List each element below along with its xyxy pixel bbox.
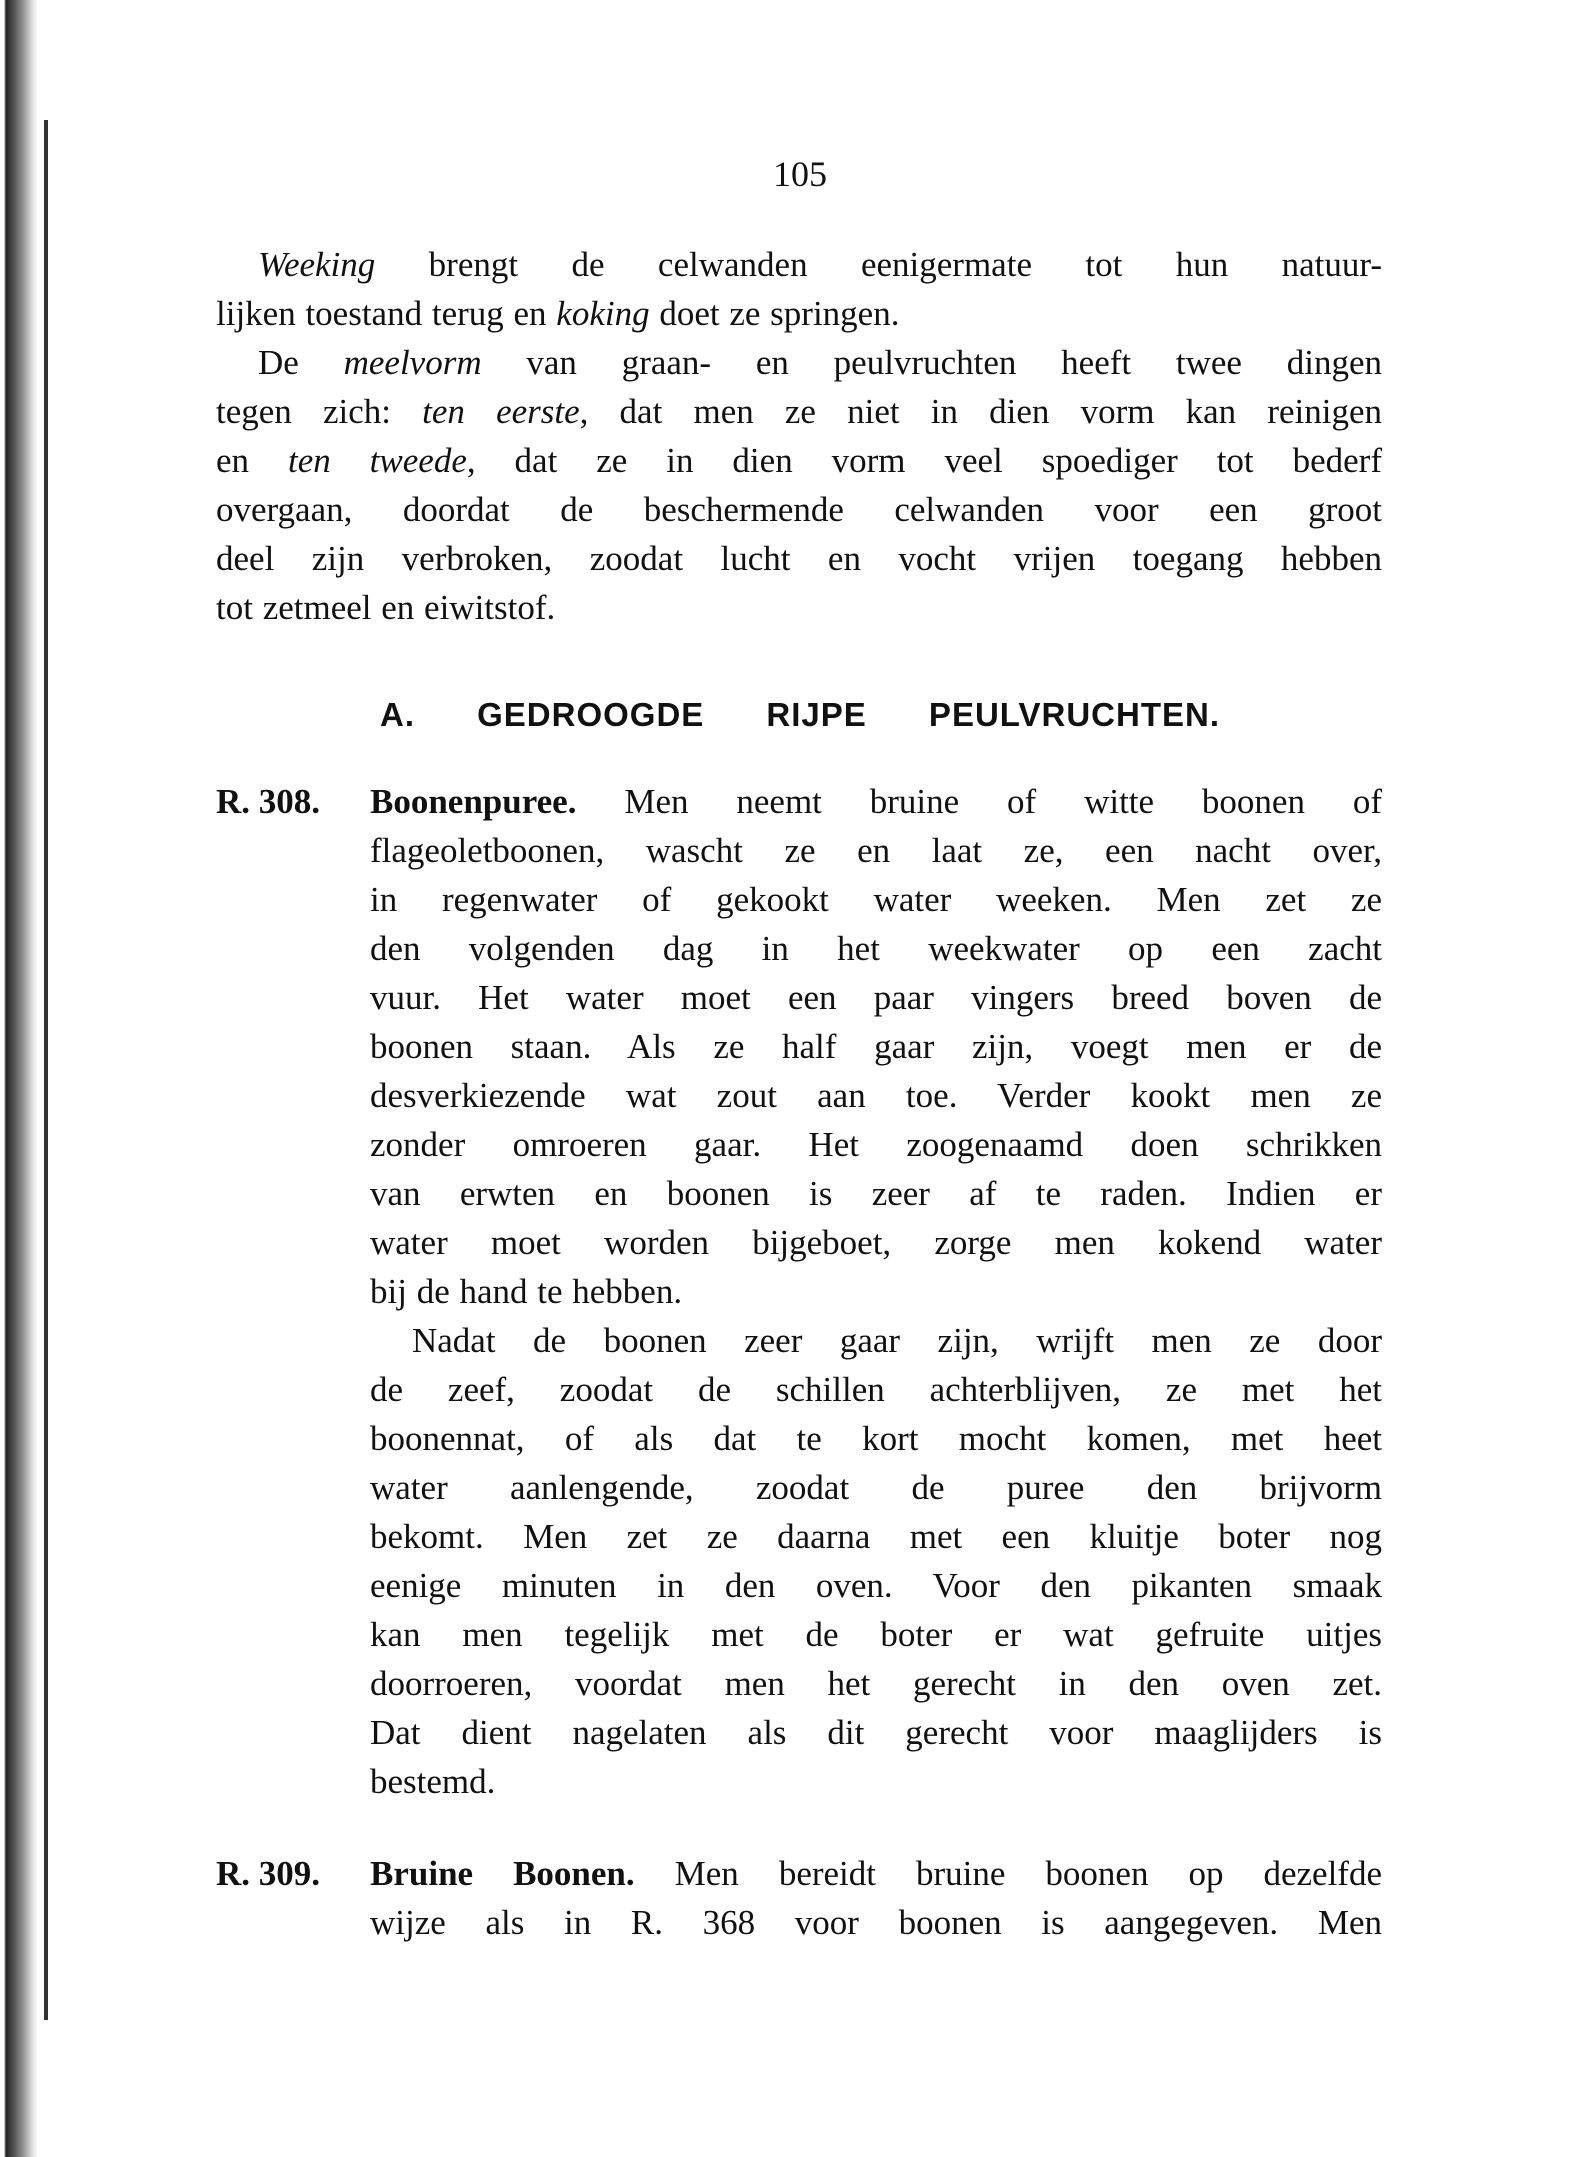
text-line [216, 485, 1382, 534]
text-line [370, 875, 1382, 924]
text-segment: van graan- en peulvruchten heeft twee dingen [481, 343, 1382, 382]
text-segment: , dat men ze niet in dien vorm kan reinigen [579, 392, 1382, 431]
text-line [370, 1561, 1382, 1610]
section-heading: A. GEDROOGDE RIJPE PEULVRUCHTEN. [380, 696, 1220, 733]
text-segment: doorroeren, voordat men het gerecht in den oven zet. [370, 1664, 1382, 1703]
text-line [258, 338, 1382, 387]
text-line [412, 1316, 1382, 1365]
emphasis-text: ten tweede [287, 441, 467, 480]
scanned-binding-line [44, 120, 48, 2020]
recipe-title: Bruine Boonen. [370, 1854, 635, 1893]
emphasis-text: meelvorm [343, 343, 482, 382]
emphasis-text: koking [556, 294, 650, 333]
text-line [370, 1071, 1382, 1120]
emphasis-text: ten eerste [422, 392, 580, 431]
text-segment: zonder omroeren gaar. Het zoogenaamd doen schrikken [370, 1125, 1382, 1164]
text-segment: in regenwater of gekookt water weeken. Men zet ze [370, 880, 1382, 919]
recipe-title: Boonenpuree. [370, 782, 577, 821]
text-segment: Dat dient nagelaten als dit gerecht voor maaglijders is [370, 1713, 1382, 1752]
text-segment: tegen zich: [216, 392, 423, 431]
text-segment: doet ze springen. [649, 294, 900, 333]
text-segment: kan men tegelijk met de boter er wat gefruite uitjes [370, 1615, 1382, 1654]
text-segment: vuur. Het water moet een paar vingers breed boven de [370, 978, 1382, 1017]
text-line [370, 1463, 1382, 1512]
recipe-number: R. 308. [216, 782, 321, 821]
text-segment: water moet worden bijgeboet, zorge men kokend water [370, 1223, 1382, 1262]
text-line [370, 1659, 1382, 1708]
text-line [370, 777, 1382, 826]
text-line [370, 973, 1382, 1022]
scanned-page-edge [0, 0, 38, 2157]
text-line [370, 924, 1382, 973]
text-segment: boonennat, of als dat te kort mocht komen, met heet [370, 1419, 1382, 1458]
text-line [370, 1757, 1382, 1806]
emphasis-text: Weeking [258, 245, 376, 284]
text-line [216, 534, 1382, 583]
text-segment: Nadat de boonen zeer gaar zijn, wrijft men ze door [412, 1321, 1382, 1360]
text-line [216, 583, 1382, 632]
text-segment: Men bereidt bruine boonen op dezelfde [634, 1854, 1382, 1893]
recipe-number: R. 309. [216, 1854, 321, 1893]
text-segment: den volgenden dag in het weekwater op een zacht [370, 929, 1382, 968]
text-line [216, 387, 1382, 436]
text-line [370, 1708, 1382, 1757]
text-line [370, 1267, 1382, 1316]
text-segment: , dat ze in dien vorm veel spoediger tot bederf [466, 441, 1382, 480]
text-segment: desverkiezende wat zout aan toe. Verder kookt men ze [370, 1076, 1382, 1115]
text-line [216, 436, 1382, 485]
text-segment: overgaan, doordat de beschermende celwanden voor een groot [216, 490, 1382, 529]
text-segment: bestemd. [370, 1762, 496, 1801]
text-segment: flageoletboonen, wascht ze en laat ze, een nacht over, [370, 831, 1382, 870]
text-segment: boonen staan. Als ze half gaar zijn, voegt men er de [370, 1027, 1382, 1066]
text-line [370, 1022, 1382, 1071]
text-segment: tot zetmeel en eiwitstof. [216, 588, 556, 627]
text-segment: lijken toestand terug en [216, 294, 557, 333]
text-segment: brengt de celwanden eenigermate tot hun natuur- [375, 245, 1382, 284]
text-line [370, 1120, 1382, 1169]
text-line [370, 1849, 1382, 1898]
text-segment: bij de hand te hebben. [370, 1272, 683, 1311]
text-line [258, 240, 1382, 289]
text-line [370, 1610, 1382, 1659]
text-line [370, 1218, 1382, 1267]
text-line [216, 289, 1382, 338]
text-segment: deel zijn verbroken, zoodat lucht en vocht vrijen toegang hebben [216, 539, 1382, 578]
text-segment: De [258, 343, 344, 382]
text-line [370, 1365, 1382, 1414]
text-segment: van erwten en boonen is zeer af te raden. Indien er [370, 1174, 1382, 1213]
text-line [370, 1898, 1382, 1947]
text-segment: eenige minuten in den oven. Voor den pikanten smaak [370, 1566, 1382, 1605]
text-segment: water aanlengende, zoodat de puree den brijvorm [370, 1468, 1382, 1507]
text-segment: bekomt. Men zet ze daarna met een kluitje boter nog [370, 1517, 1382, 1556]
text-line [370, 1169, 1382, 1218]
text-segment: wijze als in R. 368 voor boonen is aangegeven. Men [370, 1903, 1382, 1942]
text-line [370, 1512, 1382, 1561]
text-segment: en [216, 441, 288, 480]
text-segment: Men neemt bruine of witte boonen of [576, 782, 1382, 821]
page-number: 105 [773, 154, 827, 194]
text-line [370, 826, 1382, 875]
text-segment: de zeef, zoodat de schillen achterblijven, ze met het [370, 1370, 1382, 1409]
text-line [370, 1414, 1382, 1463]
